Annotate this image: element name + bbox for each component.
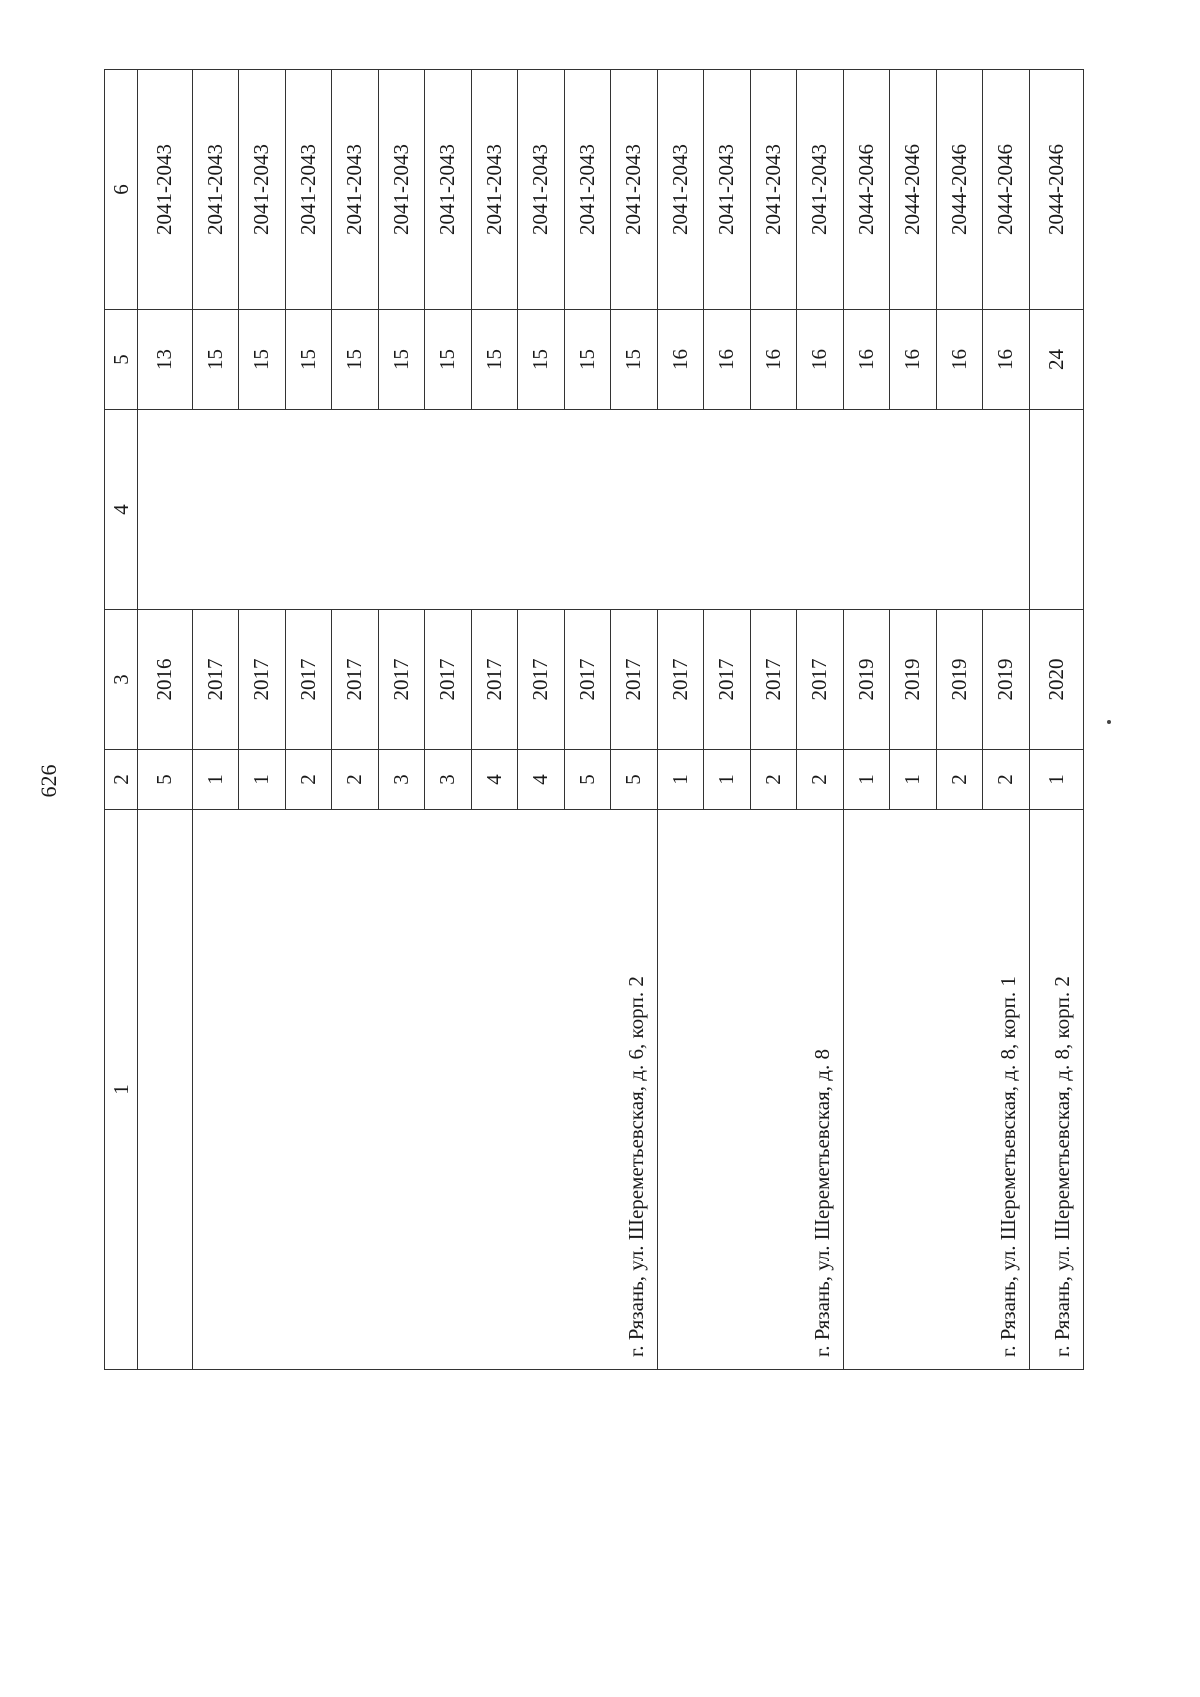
floors-cell: 15: [611, 310, 658, 410]
floors-cell: 15: [425, 310, 472, 410]
period-cell: 2044-2046: [983, 70, 1030, 310]
floors-cell: 15: [285, 310, 332, 410]
year-cell: 2016: [138, 610, 193, 750]
header-cell: 2: [105, 750, 138, 810]
year-cell: 2020: [1029, 610, 1084, 750]
entrance-cell: 1: [704, 750, 751, 810]
floors-cell: 15: [192, 310, 239, 410]
entrance-cell: 1: [890, 750, 937, 810]
period-cell: 2041-2043: [657, 70, 704, 310]
address-cell: г. Рязань, ул. Шереметьевская, д. 8: [657, 810, 843, 1370]
scan-speck: [1107, 720, 1111, 724]
table-row: [1029, 70, 1084, 1370]
entrance-cell: 1: [1029, 750, 1084, 810]
period-cell: 2041-2043: [750, 70, 797, 310]
period-cell: 2044-2046: [890, 70, 937, 310]
floors-cell: 15: [239, 310, 286, 410]
period-cell: 2041-2043: [471, 70, 518, 310]
year-cell: 2019: [843, 610, 890, 750]
header-cell: 4: [105, 410, 138, 610]
header-cell: 1: [105, 810, 138, 1370]
period-cell: 2044-2046: [843, 70, 890, 310]
address-cell: [138, 810, 193, 1370]
address-cell: г. Рязань, ул. Шереметьевская, д. 6, корп. 2: [192, 810, 657, 1370]
period-cell: 2041-2043: [425, 70, 472, 310]
year-cell: 2017: [285, 610, 332, 750]
year-cell: 2017: [518, 610, 565, 750]
period-cell: 2041-2043: [138, 70, 193, 310]
floors-cell: 16: [797, 310, 844, 410]
year-cell: 2017: [192, 610, 239, 750]
entrance-cell: 5: [611, 750, 658, 810]
address-cell: г. Рязань, ул. Шереметьевская, д. 8, корп. 2: [1029, 810, 1084, 1370]
period-cell: 2041-2043: [332, 70, 379, 310]
entrance-cell: 5: [138, 750, 193, 810]
entrance-cell: 2: [983, 750, 1030, 810]
entrance-cell: 3: [425, 750, 472, 810]
register-table: [104, 69, 1084, 1370]
year-cell: 2019: [890, 610, 937, 750]
year-cell: 2017: [797, 610, 844, 750]
year-cell: 2017: [332, 610, 379, 750]
year-cell: 2017: [471, 610, 518, 750]
table-row: [192, 70, 239, 1370]
header-cell: 3: [105, 610, 138, 750]
year-cell: 2017: [239, 610, 286, 750]
year-cell: 2017: [378, 610, 425, 750]
entrance-cell: 2: [936, 750, 983, 810]
entrance-cell: 4: [471, 750, 518, 810]
table-row: [657, 70, 704, 1370]
address-cell: г. Рязань, ул. Шереметьевская, д. 8, корп. 1: [843, 810, 1029, 1370]
floors-cell: 15: [471, 310, 518, 410]
entrance-cell: 2: [750, 750, 797, 810]
rotated-sheet: [104, 70, 1084, 1370]
floors-cell: 13: [138, 310, 193, 410]
entrance-cell: 5: [564, 750, 611, 810]
header-cell: 6: [105, 70, 138, 310]
period-cell: 2041-2043: [611, 70, 658, 310]
entrance-cell: 4: [518, 750, 565, 810]
floors-cell: 16: [704, 310, 751, 410]
period-cell: 2041-2043: [378, 70, 425, 310]
entrance-cell: 1: [192, 750, 239, 810]
floors-cell: 24: [1029, 310, 1084, 410]
column-4-cell: [1029, 410, 1084, 610]
entrance-cell: 3: [378, 750, 425, 810]
floors-cell: 15: [378, 310, 425, 410]
floors-cell: 16: [936, 310, 983, 410]
floors-cell: 16: [890, 310, 937, 410]
floors-cell: 15: [564, 310, 611, 410]
floors-cell: 16: [657, 310, 704, 410]
floors-cell: 16: [843, 310, 890, 410]
entrance-cell: 2: [285, 750, 332, 810]
floors-cell: 15: [332, 310, 379, 410]
entrance-cell: 1: [657, 750, 704, 810]
period-cell: 2044-2046: [936, 70, 983, 310]
entrance-cell: 2: [332, 750, 379, 810]
year-cell: 2017: [425, 610, 472, 750]
period-cell: 2041-2043: [797, 70, 844, 310]
entrance-cell: 1: [239, 750, 286, 810]
period-cell: 2044-2046: [1029, 70, 1084, 310]
table-row: [138, 70, 193, 1370]
period-cell: 2041-2043: [239, 70, 286, 310]
year-cell: 2017: [704, 610, 751, 750]
period-cell: 2041-2043: [564, 70, 611, 310]
floors-cell: 16: [750, 310, 797, 410]
header-row: [105, 70, 138, 1370]
year-cell: 2017: [750, 610, 797, 750]
period-cell: 2041-2043: [518, 70, 565, 310]
header-cell: 5: [105, 310, 138, 410]
period-cell: 2041-2043: [704, 70, 751, 310]
floors-cell: 15: [518, 310, 565, 410]
year-cell: 2019: [936, 610, 983, 750]
period-cell: 2041-2043: [285, 70, 332, 310]
table-row: [843, 70, 890, 1370]
year-cell: 2017: [564, 610, 611, 750]
floors-cell: 16: [983, 310, 1030, 410]
entrance-cell: 1: [843, 750, 890, 810]
period-cell: 2041-2043: [192, 70, 239, 310]
year-cell: 2017: [611, 610, 658, 750]
year-cell: 2017: [657, 610, 704, 750]
year-cell: 2019: [983, 610, 1030, 750]
column-4-cell: [138, 410, 1030, 610]
page-number: 626: [36, 764, 61, 798]
entrance-cell: 2: [797, 750, 844, 810]
